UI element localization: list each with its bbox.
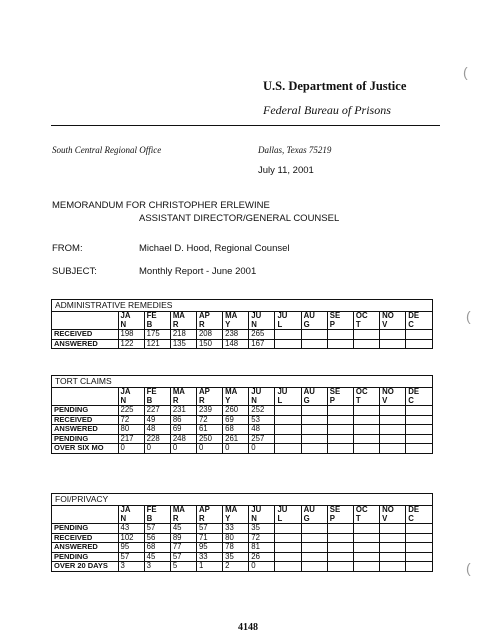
table-cell: 239: [196, 406, 222, 416]
table-cell: [301, 425, 327, 435]
month-header: DE: [406, 312, 432, 321]
table-cell: 35: [249, 524, 275, 534]
table-cell: [327, 415, 353, 425]
table-cell: [380, 330, 406, 340]
month-header: MA: [223, 506, 249, 515]
table-cell: 248: [170, 434, 196, 444]
month-header: P: [327, 515, 353, 524]
table-cell: [353, 339, 379, 348]
table-cell: [301, 524, 327, 534]
month-header: FE: [144, 388, 170, 397]
month-header: Y: [223, 515, 249, 524]
month-header: SE: [327, 312, 353, 321]
table-row: [52, 339, 432, 348]
table-cell: 135: [170, 339, 196, 348]
month-header: N: [249, 321, 275, 330]
table-cell: 80: [118, 425, 144, 435]
table-cell: 72: [249, 533, 275, 543]
table-cell: [353, 444, 379, 453]
table-cell: [327, 552, 353, 562]
table-cell: 225: [118, 406, 144, 416]
header-blank: [52, 321, 118, 330]
table-cell: [406, 444, 432, 453]
table-title: FOI/PRIVACY: [52, 494, 432, 506]
table-row: [52, 415, 432, 425]
table-cell: 122: [118, 339, 144, 348]
table-cell: [275, 524, 301, 534]
table-cell: 57: [144, 524, 170, 534]
row-label: ANSWERED: [52, 339, 118, 348]
scan-mark: (: [466, 560, 471, 576]
month-header: L: [275, 397, 301, 406]
month-header: NO: [380, 506, 406, 515]
table-cell: 53: [249, 415, 275, 425]
table-cell: [275, 543, 301, 553]
table-cell: 3: [144, 562, 170, 571]
month-header: C: [406, 321, 432, 330]
table-cell: 150: [196, 339, 222, 348]
from-value: Michael D. Hood, Regional Counsel: [139, 243, 290, 254]
table-cell: 45: [170, 524, 196, 534]
department-heading: U.S. Department of Justice: [263, 79, 407, 93]
table-cell: [301, 562, 327, 571]
month-header: MA: [170, 388, 196, 397]
table-cell: [406, 562, 432, 571]
table-cell: [406, 425, 432, 435]
table-cell: 3: [118, 562, 144, 571]
table-cell: [353, 330, 379, 340]
table-cell: [327, 339, 353, 348]
table-cell: [380, 524, 406, 534]
table-cell: [275, 562, 301, 571]
row-label: RECEIVED: [52, 533, 118, 543]
month-header: Y: [223, 321, 249, 330]
month-header: L: [275, 321, 301, 330]
month-header: JA: [118, 312, 144, 321]
table-cell: [327, 434, 353, 444]
month-header: N: [249, 515, 275, 524]
table-cell: 5: [170, 562, 196, 571]
table-cell: [327, 524, 353, 534]
table-cell: [406, 533, 432, 543]
table-cell: [380, 339, 406, 348]
from-label: FROM:: [52, 243, 83, 254]
table-cell: 260: [223, 406, 249, 416]
month-header: Y: [223, 397, 249, 406]
table-cell: 26: [249, 552, 275, 562]
month-header: OC: [353, 506, 379, 515]
month-header: V: [380, 397, 406, 406]
table-cell: 198: [118, 330, 144, 340]
row-label: ANSWERED: [52, 543, 118, 553]
table-cell: 227: [144, 406, 170, 416]
admin-remedies-table: [51, 299, 433, 349]
table-cell: 231: [170, 406, 196, 416]
month-header: JU: [249, 506, 275, 515]
month-header: DE: [406, 388, 432, 397]
row-label: PENDING: [52, 434, 118, 444]
table-cell: [380, 425, 406, 435]
month-header: V: [380, 321, 406, 330]
month-header: MA: [223, 388, 249, 397]
table-cell: [406, 339, 432, 348]
row-label: ANSWERED: [52, 425, 118, 435]
table-cell: 238: [223, 330, 249, 340]
month-header: T: [353, 321, 379, 330]
table-cell: 78: [223, 543, 249, 553]
month-header: B: [144, 321, 170, 330]
table-cell: 80: [223, 533, 249, 543]
table-cell: 57: [118, 552, 144, 562]
table-cell: [353, 552, 379, 562]
table-cell: 0: [249, 562, 275, 571]
scan-mark: (: [466, 308, 471, 324]
month-header: G: [301, 397, 327, 406]
table-cell: [353, 406, 379, 416]
table-cell: 167: [249, 339, 275, 348]
table-cell: [327, 406, 353, 416]
month-header: SE: [327, 388, 353, 397]
month-header: FE: [144, 312, 170, 321]
table-cell: 68: [223, 425, 249, 435]
table-cell: 45: [144, 552, 170, 562]
month-header: G: [301, 515, 327, 524]
month-header: OC: [353, 388, 379, 397]
table-row: [52, 444, 432, 453]
table-cell: 72: [196, 415, 222, 425]
month-header: AP: [196, 388, 222, 397]
table-cell: 33: [196, 552, 222, 562]
month-header: DE: [406, 506, 432, 515]
month-header: AU: [301, 388, 327, 397]
month-header: G: [301, 321, 327, 330]
header-blank: [52, 515, 118, 524]
month-header: JU: [249, 312, 275, 321]
month-header: OC: [353, 312, 379, 321]
table-cell: [275, 406, 301, 416]
month-header: MA: [223, 312, 249, 321]
table-cell: 265: [249, 330, 275, 340]
table-cell: [275, 330, 301, 340]
table-cell: [301, 552, 327, 562]
table-cell: [327, 444, 353, 453]
table-cell: [380, 406, 406, 416]
month-header: T: [353, 515, 379, 524]
table-cell: [406, 330, 432, 340]
table-cell: 69: [170, 425, 196, 435]
table-cell: [275, 434, 301, 444]
month-header: C: [406, 397, 432, 406]
month-header: NO: [380, 312, 406, 321]
table-cell: [380, 533, 406, 543]
month-header: L: [275, 515, 301, 524]
subject-value: Monthly Report - June 2001: [139, 266, 257, 277]
table-cell: 69: [223, 415, 249, 425]
table-cell: 0: [144, 444, 170, 453]
month-header: V: [380, 515, 406, 524]
table-cell: 121: [144, 339, 170, 348]
table-cell: [353, 434, 379, 444]
table-cell: [327, 543, 353, 553]
table-cell: 48: [249, 425, 275, 435]
table-cell: 2: [223, 562, 249, 571]
table-cell: 81: [249, 543, 275, 553]
table-cell: [327, 562, 353, 571]
subject-label: SUBJECT:: [52, 266, 97, 277]
table-cell: [301, 415, 327, 425]
header-blank: [52, 388, 118, 397]
month-header: FE: [144, 506, 170, 515]
month-header: JU: [275, 312, 301, 321]
table-cell: 257: [249, 434, 275, 444]
table-cell: [301, 339, 327, 348]
month-header: NO: [380, 388, 406, 397]
table-cell: 43: [118, 524, 144, 534]
row-label: PENDING: [52, 552, 118, 562]
table-cell: [301, 543, 327, 553]
month-header: B: [144, 515, 170, 524]
table-row: [52, 524, 432, 534]
month-header: AP: [196, 506, 222, 515]
month-header: N: [118, 397, 144, 406]
month-header: MA: [170, 312, 196, 321]
month-header: N: [249, 397, 275, 406]
month-header: R: [170, 397, 196, 406]
month-header: R: [170, 515, 196, 524]
table-cell: [380, 543, 406, 553]
table-cell: 261: [223, 434, 249, 444]
memo-recipient: MEMORANDUM FOR CHRISTOPHER ERLEWINE: [52, 200, 270, 211]
month-header: JA: [118, 388, 144, 397]
table-cell: 57: [170, 552, 196, 562]
table-cell: [406, 415, 432, 425]
table-cell: [380, 552, 406, 562]
table-row: [52, 562, 432, 571]
table-title: ADMINISTRATIVE REMEDIES: [52, 300, 432, 312]
table-cell: [275, 552, 301, 562]
table-row: [52, 434, 432, 444]
table-cell: 71: [196, 533, 222, 543]
table-cell: 48: [144, 425, 170, 435]
table-cell: [380, 434, 406, 444]
office-address: Dallas, Texas 75219: [258, 145, 332, 155]
table-cell: [406, 434, 432, 444]
row-label: RECEIVED: [52, 330, 118, 340]
table-cell: [327, 533, 353, 543]
month-header: B: [144, 397, 170, 406]
header-blank: [52, 506, 118, 515]
table-cell: [353, 524, 379, 534]
table-cell: 95: [118, 543, 144, 553]
row-label: PENDING: [52, 524, 118, 534]
month-header: JU: [275, 506, 301, 515]
table-cell: [353, 425, 379, 435]
page-number: 4148: [238, 622, 258, 633]
month-header: N: [118, 515, 144, 524]
table-cell: 0: [118, 444, 144, 453]
memo-recipient-title: ASSISTANT DIRECTOR/GENERAL COUNSEL: [139, 213, 340, 224]
letterhead-divider: [51, 125, 440, 126]
table-cell: 72: [118, 415, 144, 425]
table-cell: 33: [223, 524, 249, 534]
table-cell: 217: [118, 434, 144, 444]
table-cell: [301, 434, 327, 444]
row-label: OVER 20 DAYS: [52, 562, 118, 571]
table-cell: 252: [249, 406, 275, 416]
table-cell: 175: [144, 330, 170, 340]
table-row: [52, 533, 432, 543]
month-header: AU: [301, 312, 327, 321]
month-header: JU: [275, 388, 301, 397]
tort-claims-table: [51, 375, 433, 454]
table-cell: 250: [196, 434, 222, 444]
table-cell: 0: [223, 444, 249, 453]
table-cell: 56: [144, 533, 170, 543]
table-cell: 49: [144, 415, 170, 425]
table-cell: [275, 533, 301, 543]
table-row: [52, 543, 432, 553]
table-cell: [327, 425, 353, 435]
table-cell: 208: [196, 330, 222, 340]
month-header: JA: [118, 506, 144, 515]
month-header: R: [170, 321, 196, 330]
table-cell: [380, 415, 406, 425]
table-cell: [275, 444, 301, 453]
month-header: R: [196, 321, 222, 330]
month-header: AU: [301, 506, 327, 515]
month-header: AP: [196, 312, 222, 321]
table-row: [52, 406, 432, 416]
table-cell: [275, 415, 301, 425]
table-cell: [275, 425, 301, 435]
table-cell: [301, 406, 327, 416]
row-label: OVER SIX MO: [52, 444, 118, 453]
table-row: [52, 330, 432, 340]
table-cell: 218: [170, 330, 196, 340]
scan-mark: (: [463, 64, 468, 80]
month-header: R: [196, 515, 222, 524]
row-label: RECEIVED: [52, 415, 118, 425]
table-cell: 0: [249, 444, 275, 453]
month-header: P: [327, 397, 353, 406]
month-header: JU: [249, 388, 275, 397]
table-cell: 61: [196, 425, 222, 435]
header-blank: [52, 312, 118, 321]
table-cell: [353, 533, 379, 543]
bureau-heading: Federal Bureau of Prisons: [263, 103, 391, 117]
table-cell: [406, 543, 432, 553]
table-cell: 89: [170, 533, 196, 543]
table-cell: 57: [196, 524, 222, 534]
month-header: T: [353, 397, 379, 406]
month-header: R: [196, 397, 222, 406]
table-cell: 0: [196, 444, 222, 453]
table-cell: 68: [144, 543, 170, 553]
table-cell: [380, 444, 406, 453]
office-name: South Central Regional Office: [52, 145, 162, 155]
table-cell: 35: [223, 552, 249, 562]
table-cell: 228: [144, 434, 170, 444]
table-cell: [327, 330, 353, 340]
table-cell: 102: [118, 533, 144, 543]
foi-privacy-table: [51, 493, 433, 572]
table-cell: 95: [196, 543, 222, 553]
table-cell: [301, 330, 327, 340]
month-header: C: [406, 515, 432, 524]
table-cell: [380, 562, 406, 571]
table-cell: [301, 444, 327, 453]
table-cell: 148: [223, 339, 249, 348]
table-cell: [353, 562, 379, 571]
table-cell: [406, 406, 432, 416]
table-cell: [353, 543, 379, 553]
table-cell: 0: [170, 444, 196, 453]
month-header: SE: [327, 506, 353, 515]
month-header: N: [118, 321, 144, 330]
row-label: PENDING: [52, 406, 118, 416]
table-cell: 1: [196, 562, 222, 571]
table-row: [52, 425, 432, 435]
table-cell: [406, 552, 432, 562]
table-title: TORT CLAIMS: [52, 376, 432, 388]
table-cell: 77: [170, 543, 196, 553]
table-cell: 86: [170, 415, 196, 425]
memo-date: July 11, 2001: [258, 165, 314, 176]
table-cell: [301, 533, 327, 543]
table-cell: [353, 415, 379, 425]
month-header: P: [327, 321, 353, 330]
header-blank: [52, 397, 118, 406]
table-cell: [275, 339, 301, 348]
table-row: [52, 552, 432, 562]
table-cell: [406, 524, 432, 534]
month-header: MA: [170, 506, 196, 515]
